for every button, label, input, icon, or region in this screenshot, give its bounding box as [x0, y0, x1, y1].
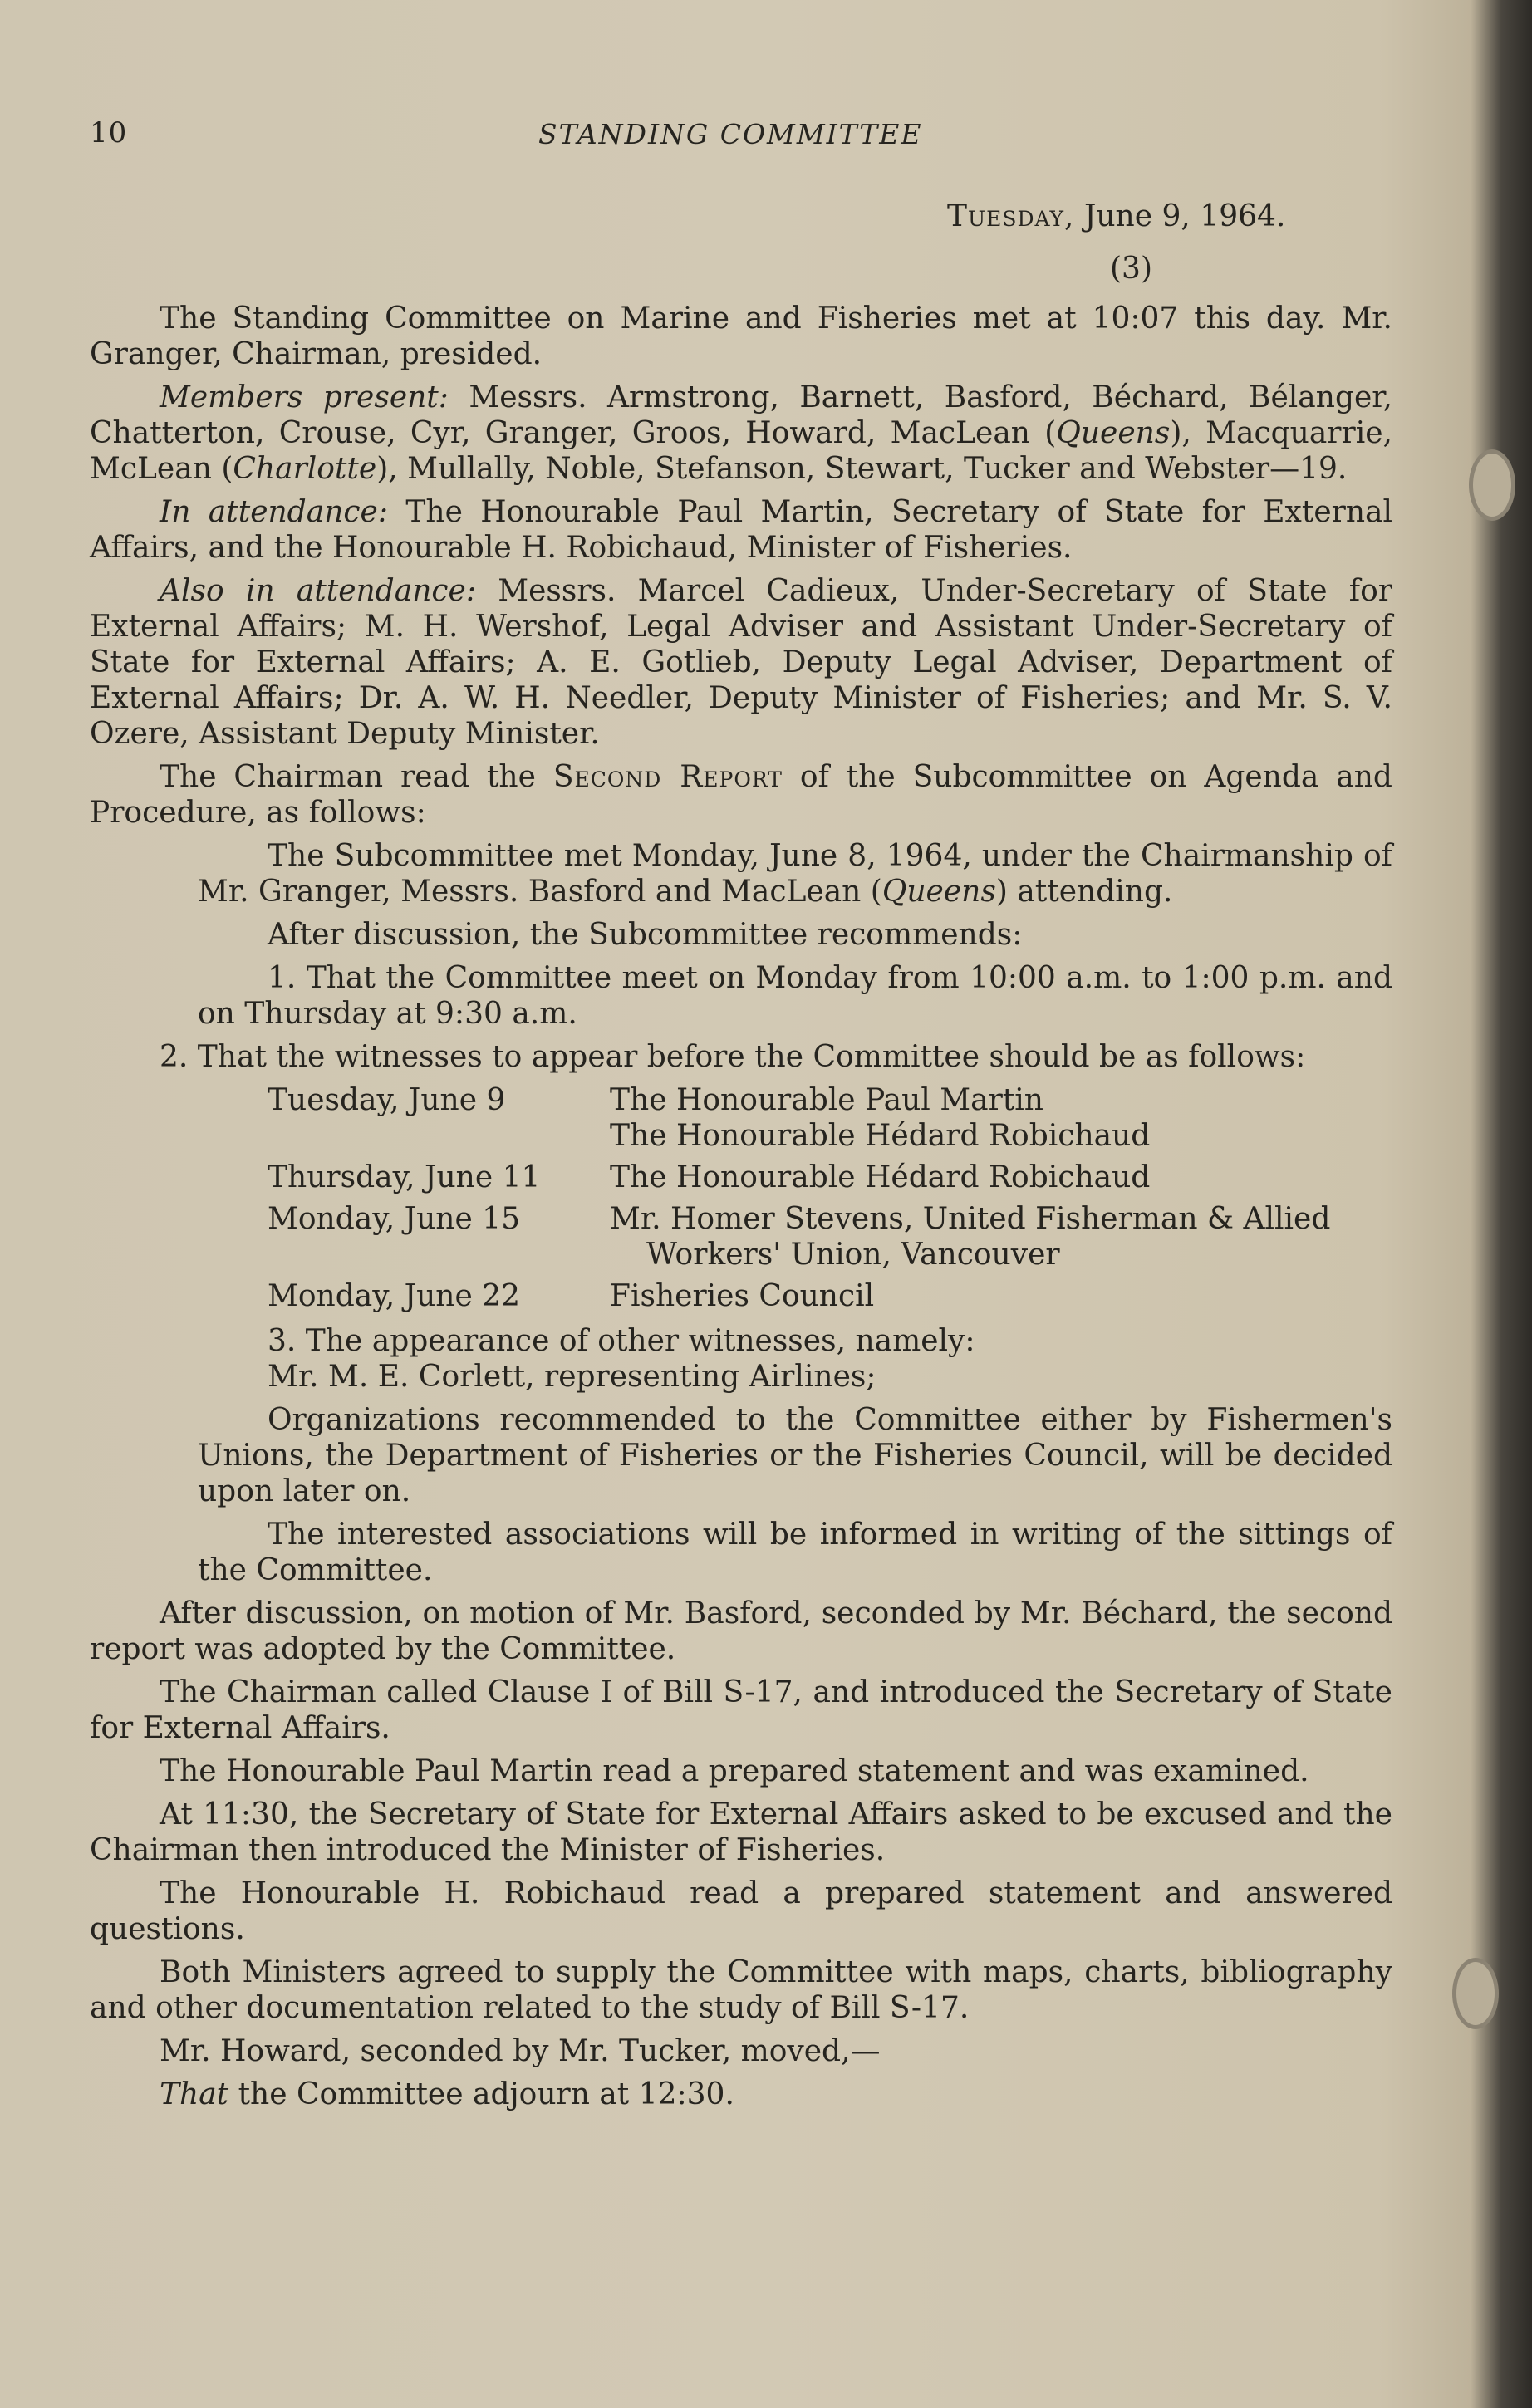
in-attendance-paragraph — [90, 494, 1392, 566]
witness-line: Mr. Homer Stevens, United Fisherman & Allied — [610, 1202, 1331, 1236]
ministers-agreed-paragraph: Both Ministers agreed to supply the Committee with maps, charts, bibliography and other documentation related to the study of Bill S-17. — [90, 1955, 1392, 2025]
chairman-read-paragraph — [90, 759, 1392, 831]
table-row — [268, 1201, 1330, 1278]
adjourn-paragraph — [90, 2077, 1392, 2112]
also-in-attendance-label: Also in attendance: — [160, 574, 476, 608]
members-riding-1: Queens — [1056, 416, 1171, 450]
recommendation-1: 1. That the Committee meet on Monday from 10:00 a.m. to 1:00 p.m. and on Thursday at 9:30 a.m. — [198, 961, 1392, 1031]
witness-line: The Honourable Hédard Robichaud — [610, 1119, 1151, 1153]
subcommittee-recommends: After discussion, the Subcommittee recommends: — [268, 918, 1023, 952]
interested-associations-paragraph: The interested associations will be informed in writing of the sittings of the Committee. — [198, 1518, 1392, 1587]
witness-schedule — [268, 1082, 1330, 1320]
chairman-read-text-1: The Chairman read the — [160, 760, 553, 794]
witness-line: Fisheries Council — [610, 1279, 875, 1313]
running-title: STANDING COMMITTEE — [538, 118, 923, 150]
witness-line: Workers' Union, Vancouver — [646, 1238, 1060, 1272]
recommendation-2: 2. That the witnesses to appear before the Committee should be as follows: — [160, 1040, 1306, 1074]
table-row — [268, 1278, 1330, 1320]
table-row — [268, 1082, 1330, 1160]
witness-names — [610, 1082, 1330, 1160]
members-text-3: ), Mullally, Noble, Stefanson, Stewart, Tucker and Webster—19. — [376, 452, 1348, 486]
witness-line: The Honourable Paul Martin — [610, 1083, 1043, 1117]
in-attendance-text: The Honourable Paul Martin, Secretary of State for External Affairs, and the Honourable H. Robichaud, Minister of Fisheries. — [90, 495, 1392, 565]
witness-date: Monday, June 15 — [268, 1202, 521, 1236]
sitting-number: (3) — [1110, 252, 1152, 286]
martin-statement-paragraph: The Honourable Paul Martin read a prepared statement and was examined. — [160, 1754, 1309, 1788]
witness-line: The Honourable Hédard Robichaud — [610, 1160, 1151, 1194]
members-text-1: Messrs. Armstrong, Barnett, Basford, Béchard, Bélanger, Chatterton, Crouse, Cyr, Granger, Groos, Howard, MacLean ( — [90, 380, 1392, 450]
witness-date: Monday, June 22 — [268, 1279, 521, 1313]
also-in-attendance-paragraph — [90, 573, 1392, 752]
also-in-attendance-text: Messrs. Marcel Cadieux, Under-Secretary of State for External Affairs; M. H. Wershof, Legal Adviser and Assistant Under-Secretary of State for External Affairs; A. E. Gotlieb, Deputy Legal Adviser, Department of External Affairs; Dr. A. W. H. Needler, Deputy Minister of Fisheries; and Mr. S. V. Ozere, Assistant Deputy Minister. — [90, 574, 1393, 751]
page-number: 10 — [90, 116, 128, 150]
members-riding-2: Charlotte — [233, 452, 377, 486]
meeting-date-rest: June 9, 1964. — [1074, 199, 1286, 233]
in-attendance-label: In attendance: — [160, 495, 388, 529]
adjourn-that: That — [160, 2077, 229, 2111]
adjourn-text: the Committee adjourn at 12:30. — [228, 2077, 734, 2111]
witness-names — [610, 1160, 1330, 1201]
chairman-read-text-2: of the Subcommittee on Agenda and Procedure, as follows: — [90, 760, 1392, 830]
subcommittee-met-paragraph — [198, 838, 1392, 910]
sub-met-text-2: ) attending. — [995, 875, 1173, 909]
motion-paragraph: Mr. Howard, seconded by Mr. Tucker, moved,— — [160, 2034, 881, 2068]
witness-names — [610, 1201, 1330, 1278]
table-row — [268, 1160, 1330, 1201]
sub-met-text-1: The Subcommittee met Monday, June 8, 1964, under the Chairmanship of Mr. Granger, Messrs. Basford and MacLean ( — [198, 839, 1392, 909]
members-present-paragraph — [90, 380, 1392, 487]
clause-paragraph: The Chairman called Clause I of Bill S-17, and introduced the Secretary of State for External Affairs. — [90, 1675, 1392, 1745]
witness-date: Tuesday, June 9 — [268, 1083, 506, 1117]
witness-date: Thursday, June 11 — [268, 1160, 541, 1194]
second-report-label: Second Report — [552, 760, 783, 794]
sub-met-riding: Queens — [881, 875, 996, 909]
excused-paragraph: At 11:30, the Secretary of State for External Affairs asked to be excused and the Chairman then introduced the Minister of Fisheries. — [90, 1797, 1392, 1867]
binder-ring-top — [1469, 449, 1515, 521]
recommendation-3-witness: Mr. M. E. Corlett, representing Airlines; — [268, 1360, 876, 1394]
binder-ring-bottom — [1452, 1958, 1499, 2029]
witness-names — [610, 1278, 1330, 1320]
meeting-date — [947, 199, 1285, 233]
report-adopted-paragraph: After discussion, on motion of Mr. Basford, seconded by Mr. Béchard, the second report was adopted by the Committee. — [90, 1596, 1392, 1666]
recommendation-3: 3. The appearance of other witnesses, namely: — [268, 1324, 975, 1358]
minutes-body — [90, 301, 1392, 2120]
members-text-2: ), Macquarrie, McLean ( — [90, 416, 1392, 486]
opening-paragraph: The Standing Committee on Marine and Fisheries met at 10:07 this day. Mr. Granger, Chairman, presided. — [90, 302, 1392, 371]
robichaud-statement-paragraph: The Honourable H. Robichaud read a prepared statement and answered questions. — [90, 1876, 1392, 1946]
meeting-weekday: Tuesday, — [947, 199, 1075, 233]
organizations-paragraph: Organizations recommended to the Committee either by Fishermen's Unions, the Department of Fisheries or the Fisheries Council, will be decided upon later on. — [198, 1403, 1392, 1508]
members-present-label: Members present: — [160, 380, 449, 414]
